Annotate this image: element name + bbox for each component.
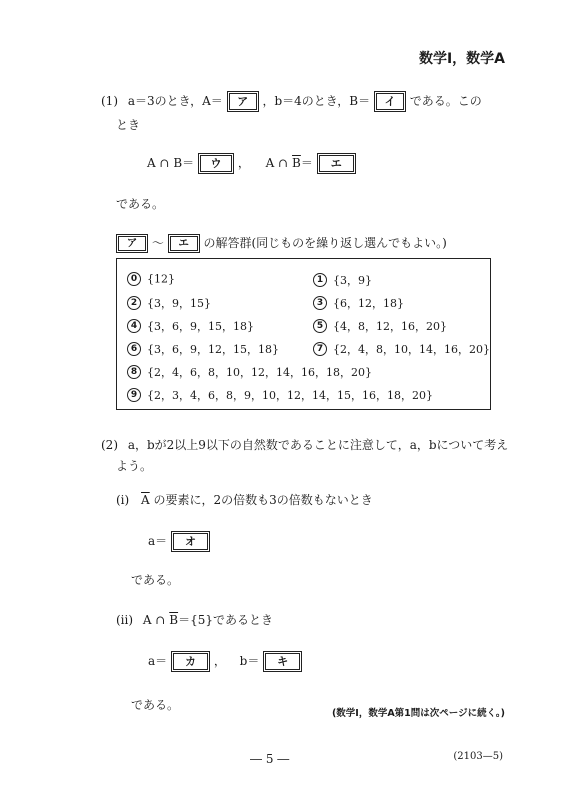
answer-box-e[interactable]: エ: [317, 153, 356, 174]
q1-line-end: である。: [116, 197, 165, 211]
choice-9[interactable]: 9 {2，3，4，6，8，9，10，12，14，15，16，18，20}: [127, 387, 433, 403]
choice-1[interactable]: 1 {3，9}: [313, 272, 372, 288]
q2-i-equation: a＝ オ: [148, 531, 210, 552]
q1-line1: (1) a＝3のとき，A＝ ア ，b＝4のとき，B＝ イ である。この: [101, 91, 482, 112]
q1-label: (1): [101, 94, 118, 108]
choice-6[interactable]: 6 {3，6，9，12，15，18}: [127, 341, 279, 357]
q1-intersections: A ∩ B＝ ウ ， A ∩ $\overline{B}=$ エ: [147, 153, 356, 174]
q2-label: (2): [101, 438, 118, 452]
continued-note: (数学Ⅰ，数学A第1問は次ページに続く。): [331, 708, 505, 719]
page-number: ― 5 ―: [250, 752, 290, 766]
page-code: (2103—5): [453, 751, 503, 762]
b-complement: $\overline{B}$: [292, 156, 301, 170]
choice-8[interactable]: 8 {2，4，6，8，10，12，14，16，18，20}: [127, 364, 372, 380]
q2-i-label: (i): [116, 493, 130, 507]
q2-ii-equation: a＝ カ ， b＝ キ: [148, 651, 302, 672]
choice-3[interactable]: 3 {6，12，18}: [313, 295, 404, 311]
q2-ii-label: (ii): [116, 613, 134, 627]
answer-group-heading: ア ～ エ の解答群(同じものを繰り返し選んでもよい。): [116, 234, 447, 253]
page-header-subject: 数学Ⅰ，数学A: [418, 51, 505, 67]
answer-box-i[interactable]: イ: [374, 91, 406, 112]
answer-choices-box: [116, 258, 491, 410]
choice-2[interactable]: 2 {3，9，15}: [127, 295, 211, 311]
q2-i-end: である。: [131, 573, 180, 587]
answer-box-ka[interactable]: カ: [171, 651, 210, 672]
choice-0[interactable]: 0 {12}: [127, 272, 175, 286]
a-complement: $\overline{A}$: [141, 493, 150, 507]
q2-ii-line: (ii) A ∩ $\overline{B}=\{5\}$であるとき: [116, 613, 273, 627]
choice-7[interactable]: 7 {2，4，8，10，14，16，20}: [313, 341, 490, 357]
answer-box-u[interactable]: ウ: [198, 153, 234, 174]
choice-5[interactable]: 5 {4，8，12，16，20}: [313, 318, 447, 334]
answer-box-o[interactable]: オ: [171, 531, 210, 552]
q2-i-line: (i) $\overline{A}$ の要素に，2の倍数も3の倍数もないとき: [116, 493, 373, 507]
answer-box-ki[interactable]: キ: [263, 651, 302, 672]
q2-line2: よう。: [116, 459, 153, 473]
answer-box-a-ref: ア: [116, 234, 148, 253]
answer-box-a[interactable]: ア: [227, 91, 259, 112]
choice-4[interactable]: 4 {3，6，9，15，18}: [127, 318, 254, 334]
b-complement-2: $\overline{B}$: [169, 613, 179, 627]
answer-box-e-ref: エ: [168, 234, 200, 253]
q2-line1: (2) a，bが2以上9以下の自然数であることに注意して，a，bについて考え: [101, 438, 509, 452]
q1-line2: とき: [116, 118, 141, 132]
q2-ii-end: である。: [131, 698, 180, 712]
